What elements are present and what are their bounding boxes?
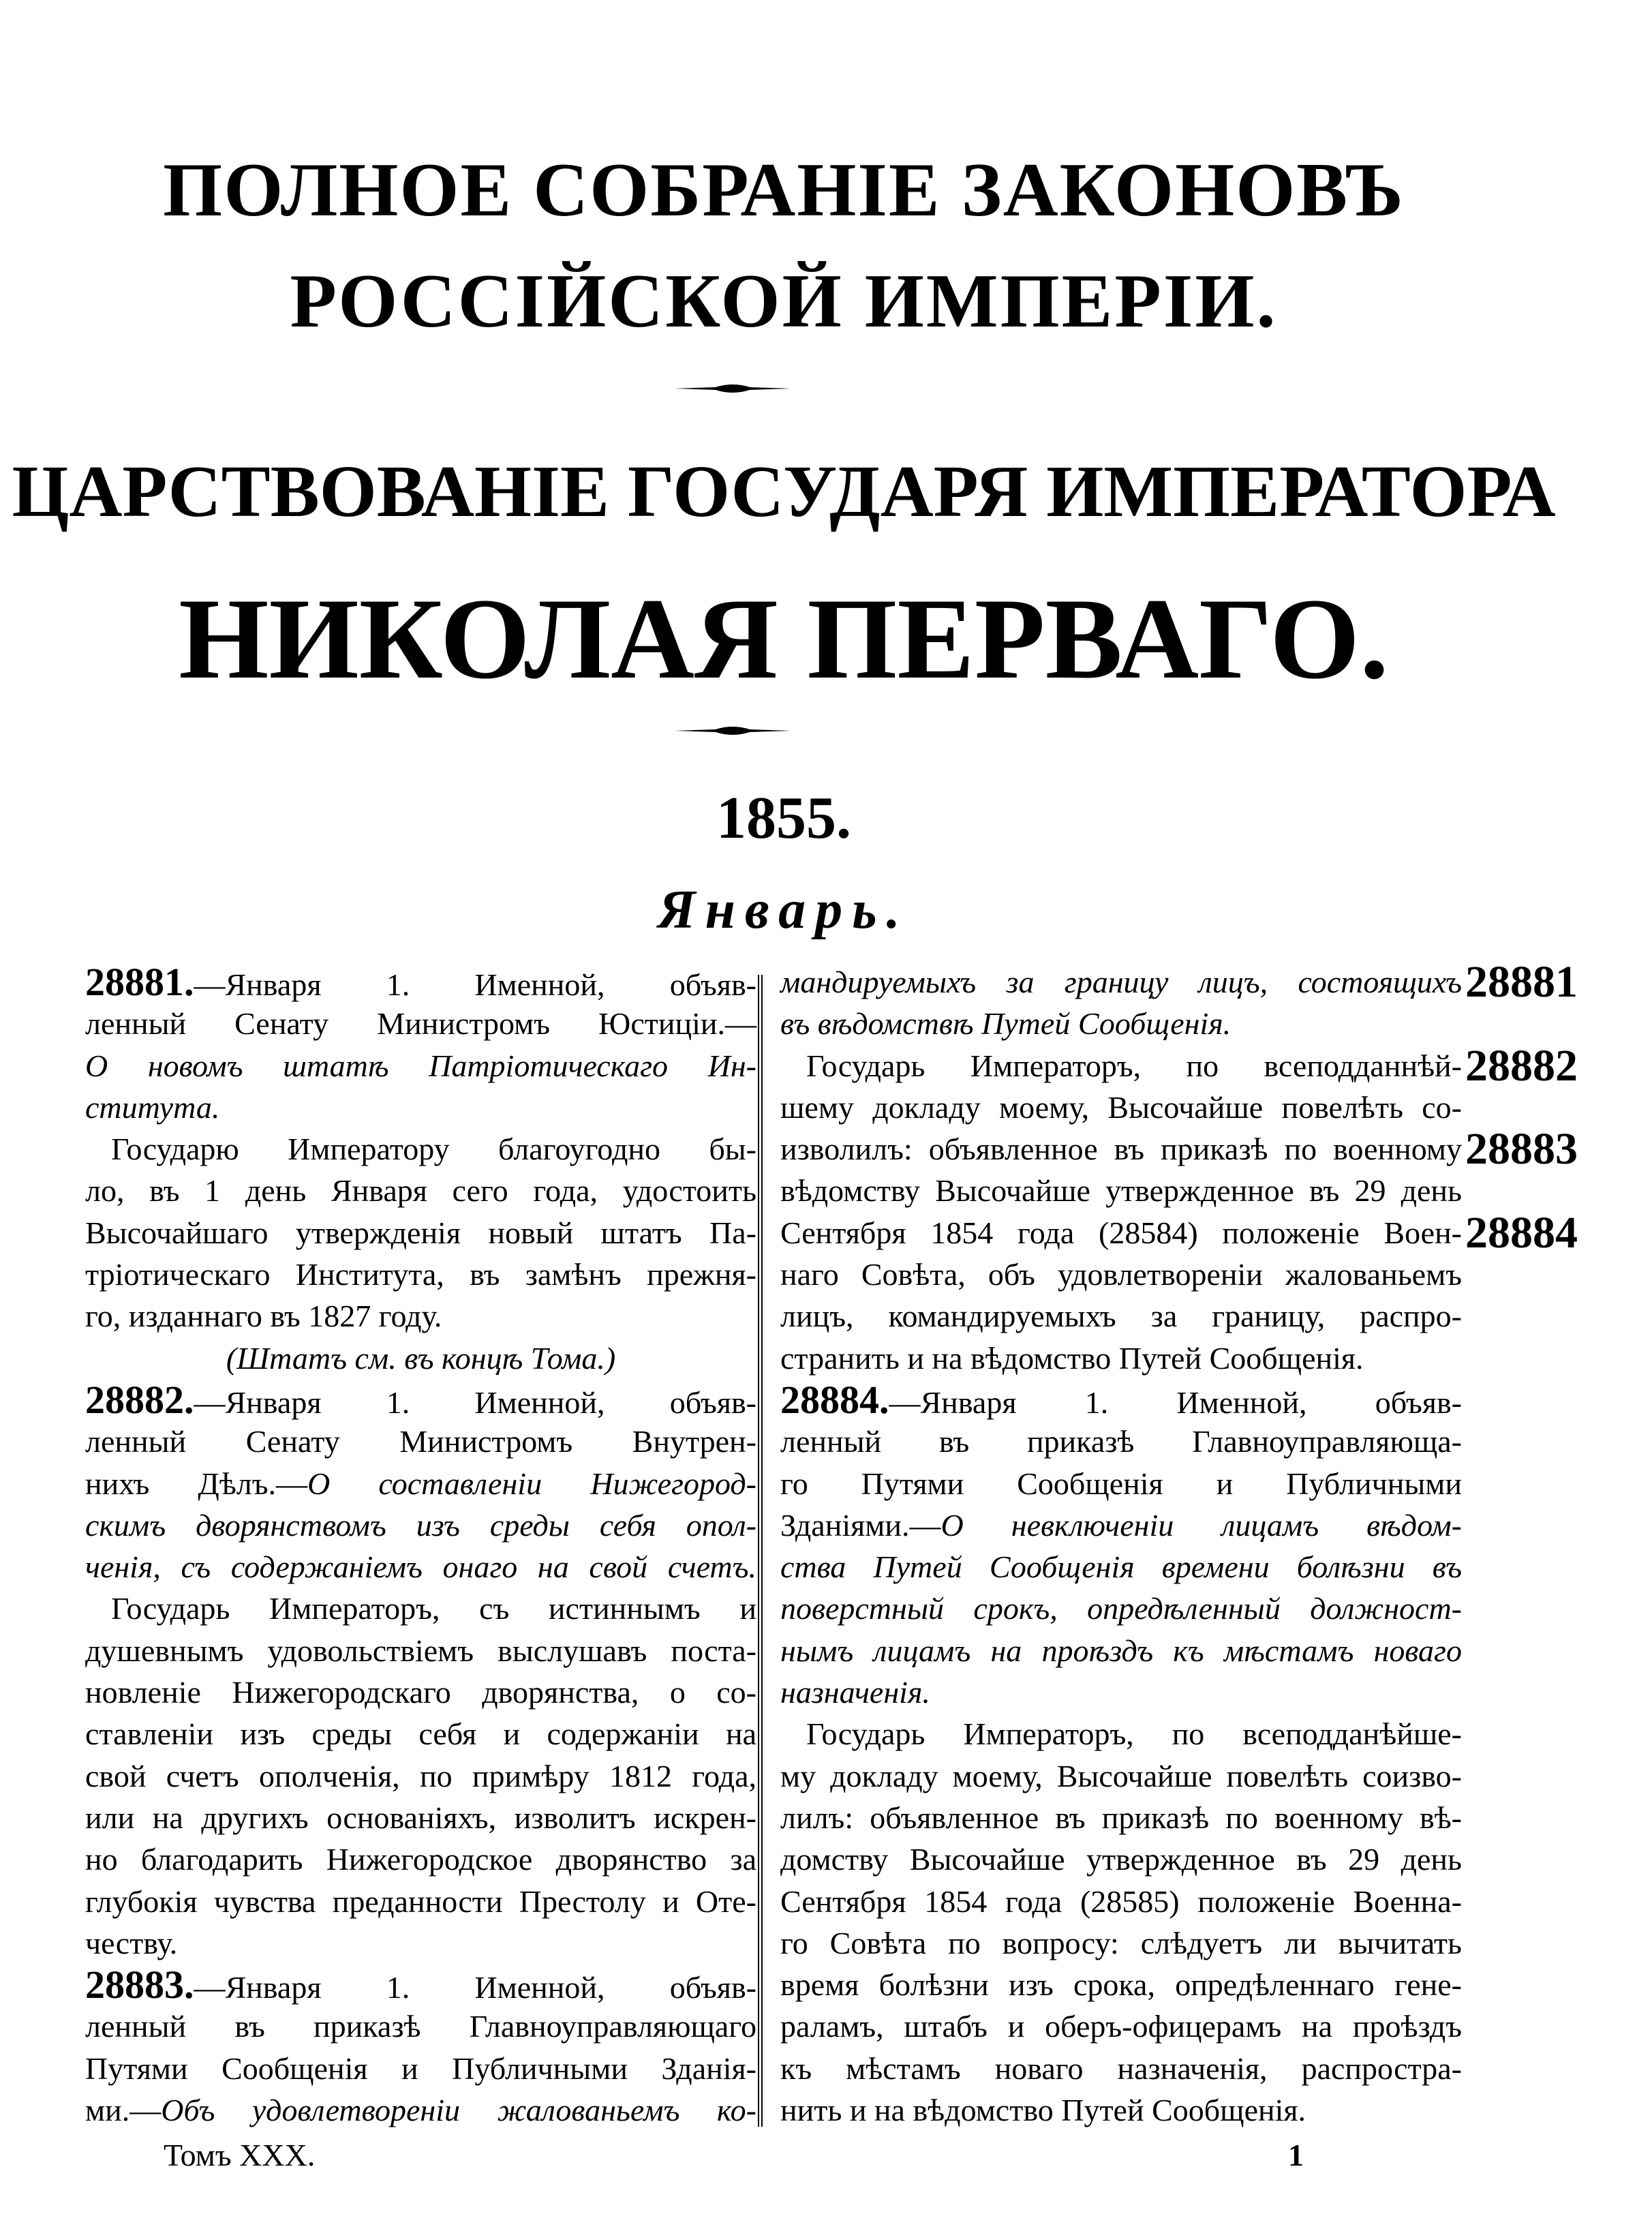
text-line [85, 1755, 756, 1797]
italic-text: О невключеніи лицамъ вѣдом- [940, 1507, 1462, 1543]
text: раламъ, штабъ и оберъ-офицерамъ на проѣздъ [780, 2009, 1462, 2044]
decree-number: 28882. [85, 1377, 194, 1422]
text-line [780, 2048, 1462, 2089]
text-line [780, 961, 1462, 1003]
margin-decree-number: 28882 [1465, 1040, 1578, 1091]
text-line [780, 1463, 1462, 1504]
text: Государь Императоръ, по всеподданѣйше- [806, 1716, 1462, 1752]
text-line [85, 1713, 756, 1755]
text-line [780, 1295, 1462, 1337]
text: свой счетъ ополченія, по примѣру 1812 года, [85, 1758, 756, 1793]
text-line [85, 1838, 756, 1880]
text: шему докладу моему, Высочайше повелѣть со- [780, 1089, 1462, 1125]
text: го, изданнаго въ 1827 году. [85, 1299, 442, 1334]
text: —Января 1. Именной, объяв- [194, 1384, 756, 1420]
text-line [780, 1964, 1462, 2005]
italic-text: О новомъ штатѣ Патріотическаго Ин- [85, 1048, 756, 1083]
text: —Января 1. Именной, объяв- [194, 1970, 756, 2005]
text-line [85, 1087, 756, 1128]
text: нить и на вѣдомство Путей Сообщенія. [780, 2093, 1306, 2128]
text: домству Высочайше утвержденное въ 29 день [780, 1842, 1462, 1877]
text: Сентября 1854 года (28585) положеніе Военна- [780, 1883, 1462, 1919]
text: честву. [85, 1925, 178, 1960]
text-line [85, 1421, 756, 1462]
text-line [780, 1045, 1462, 1087]
text-line [85, 1212, 756, 1254]
decree-number: 28884. [780, 1377, 889, 1422]
text: глубокія чувства преданности Престолу и Оте- [85, 1883, 756, 1919]
text-line [780, 2089, 1462, 2131]
text-line [85, 1128, 756, 1170]
text: тріотическаго Института, въ замѣнъ прежня- [85, 1257, 756, 1292]
text-line [85, 2089, 756, 2131]
text-line [85, 1337, 756, 1379]
text-line [780, 1212, 1462, 1254]
text-line [780, 1922, 1462, 1964]
text-line [85, 2005, 756, 2047]
column-divider [758, 975, 763, 2127]
text: лицъ, командируемыхъ за границу, распро- [780, 1299, 1462, 1334]
text: изволилъ: объявленное въ приказѣ по военному [780, 1132, 1462, 1167]
reign-line-1: ЦАРСТВОВАНІЕ ГОСУДАРЯ ИМПЕРАТОРА [12, 451, 1556, 532]
reign-line-2: НИКОЛАЯ ПЕРВАГО. [179, 575, 1389, 703]
decree-number: 28883. [85, 1962, 194, 2007]
decree-heading-line [85, 1379, 756, 1421]
text-line [85, 1295, 756, 1337]
text: но благодарить Нижегородское дворянство за [85, 1842, 756, 1877]
text: странить и на вѣдомство Путей Сообщенія. [780, 1340, 1364, 1376]
text: —Января 1. Именной, объяв- [194, 967, 756, 1002]
text-line [85, 1504, 756, 1546]
decree-heading-line [780, 1379, 1462, 1421]
text-line [85, 1630, 756, 1671]
italic-text: мандируемыхъ за границу лицъ, состоящихъ [780, 965, 1462, 999]
text-line [780, 1087, 1462, 1128]
text: лилъ: объявленное въ приказѣ по военному вѣ- [780, 1800, 1462, 1835]
italic-text: въ вѣдомствѣ Путей Сообщенія. [780, 1006, 1232, 1042]
decree-heading-line [85, 1964, 756, 2005]
text-line [780, 1254, 1462, 1295]
italic-text: ститута. [85, 1089, 220, 1125]
text-line [780, 1170, 1462, 1211]
italic-text: Объ удовлетвореніи жалованьемъ ко- [161, 2093, 756, 2128]
text-line [780, 1003, 1462, 1044]
margin-decree-number: 28883 [1465, 1124, 1578, 1174]
text-line [780, 1630, 1462, 1671]
text: ленный Сенату Министромъ Юстиціи.— [85, 1006, 756, 1042]
text: ленный въ приказѣ Главноуправляющаго [85, 2009, 756, 2044]
text: го Совѣта по вопросу: слѣдуетъ ли вычитать [780, 1925, 1462, 1960]
text-line [780, 1588, 1462, 1629]
text-line [85, 1588, 756, 1629]
text: Государь Императоръ, съ истиннымъ и [111, 1591, 756, 1626]
text-line [85, 1546, 756, 1588]
year-heading: 1855. [716, 785, 851, 851]
text: му докладу моему, Высочайше повелѣть соизво- [780, 1758, 1462, 1793]
text: —Января 1. Именной, объяв- [889, 1384, 1462, 1420]
text: Высочайшаго утвержденія новый штатъ Па- [85, 1215, 756, 1250]
text: ленный въ приказѣ Главноуправляюща- [780, 1424, 1462, 1459]
month-heading: Январь. [658, 880, 910, 940]
text-line [780, 1337, 1462, 1379]
text-line [85, 1003, 756, 1044]
text: Государь Императоръ, по всеподданнѣй- [806, 1048, 1462, 1083]
text-line [780, 1755, 1462, 1797]
text: время болѣзни изъ срока, опредѣленнаго гене- [780, 1967, 1462, 2003]
italic-text: нымъ лицамъ на проѣздъ къ мѣстамъ новаго [780, 1633, 1462, 1668]
text: го Путями Сообщенія и Публичными [780, 1466, 1462, 1501]
text: ло, въ 1 день Января сего года, удостоить [85, 1173, 756, 1209]
text-line [85, 1463, 756, 1504]
margin-decree-number: 28884 [1465, 1207, 1578, 1258]
text-line [780, 1504, 1462, 1546]
text-line [85, 1170, 756, 1211]
text-line [780, 1713, 1462, 1755]
text-line [85, 1797, 756, 1838]
text: Зданіями.— [780, 1507, 941, 1543]
italic-text: скимъ дворянствомъ изъ среды себя опол- [85, 1507, 756, 1543]
text: Государю Императору благоугодно бы- [111, 1132, 756, 1167]
text: наго Совѣта, объ удовлетвореніи жалованьемъ [780, 1257, 1462, 1292]
margin-decree-number: 28881 [1465, 957, 1578, 1007]
text: Путями Сообщенія и Публичными Зданія- [85, 2050, 756, 2086]
title-line-1: ПОЛНОЕ СОБРАНІЕ ЗАКОНОВЪ [163, 148, 1405, 232]
text: нихъ Дѣлъ.— [85, 1466, 308, 1501]
italic-text: О составленіи Нижегород- [307, 1466, 756, 1501]
text-line [85, 1922, 756, 1964]
right-column [780, 961, 1462, 2131]
text-line [780, 2005, 1462, 2047]
text-line [780, 1128, 1462, 1170]
text-line [85, 1045, 756, 1087]
italic-text: поверстный срокъ, опредѣленный должност- [780, 1591, 1462, 1626]
decree-heading-line [85, 961, 756, 1003]
page-number: 1 [1288, 2138, 1304, 2172]
decree-number: 28881. [85, 960, 194, 1004]
title-line-2: РОССІЙСКОЙ ИМПЕРІИ. [290, 259, 1278, 344]
text-line [85, 2048, 756, 2089]
text-line [780, 1546, 1462, 1588]
text-line [85, 1881, 756, 1922]
italic-text: ченія, съ содержаніемъ онаго на свой счетъ. [85, 1549, 756, 1585]
italic-text: ства Путей Сообщенія времени болѣзни въ [780, 1549, 1462, 1585]
text: ми.— [85, 2093, 162, 2128]
italic-text: (Штатъ см. въ концѣ Тома.) [226, 1340, 616, 1376]
text-line [780, 1838, 1462, 1880]
volume-label: Томъ XXX. [164, 2138, 316, 2172]
italic-text: назначенія. [780, 1675, 930, 1710]
text-line [780, 1671, 1462, 1713]
text: вѣдомству Высочайше утвержденное въ 29 день [780, 1173, 1462, 1209]
text: Сентября 1854 года (28584) положеніе Воен- [780, 1215, 1462, 1250]
text: ленный Сенату Министромъ Внутрен- [85, 1424, 756, 1459]
text-line [85, 1671, 756, 1713]
text: ставленіи изъ среды себя и содержаніи на [85, 1716, 756, 1752]
text: къ мѣстамъ новаго назначенія, распростра- [780, 2050, 1462, 2086]
text-line [780, 1797, 1462, 1838]
text-line [780, 1421, 1462, 1462]
text: или на другихъ основаніяхъ, изволитъ искрен- [85, 1800, 756, 1835]
text: новленіе Нижегородскаго дворянства, о со- [85, 1675, 756, 1710]
text: душевнымъ удовольствіемъ выслушавъ поста- [85, 1633, 756, 1668]
left-column [85, 961, 756, 2131]
text-line [780, 1881, 1462, 1922]
text-line [85, 1254, 756, 1295]
